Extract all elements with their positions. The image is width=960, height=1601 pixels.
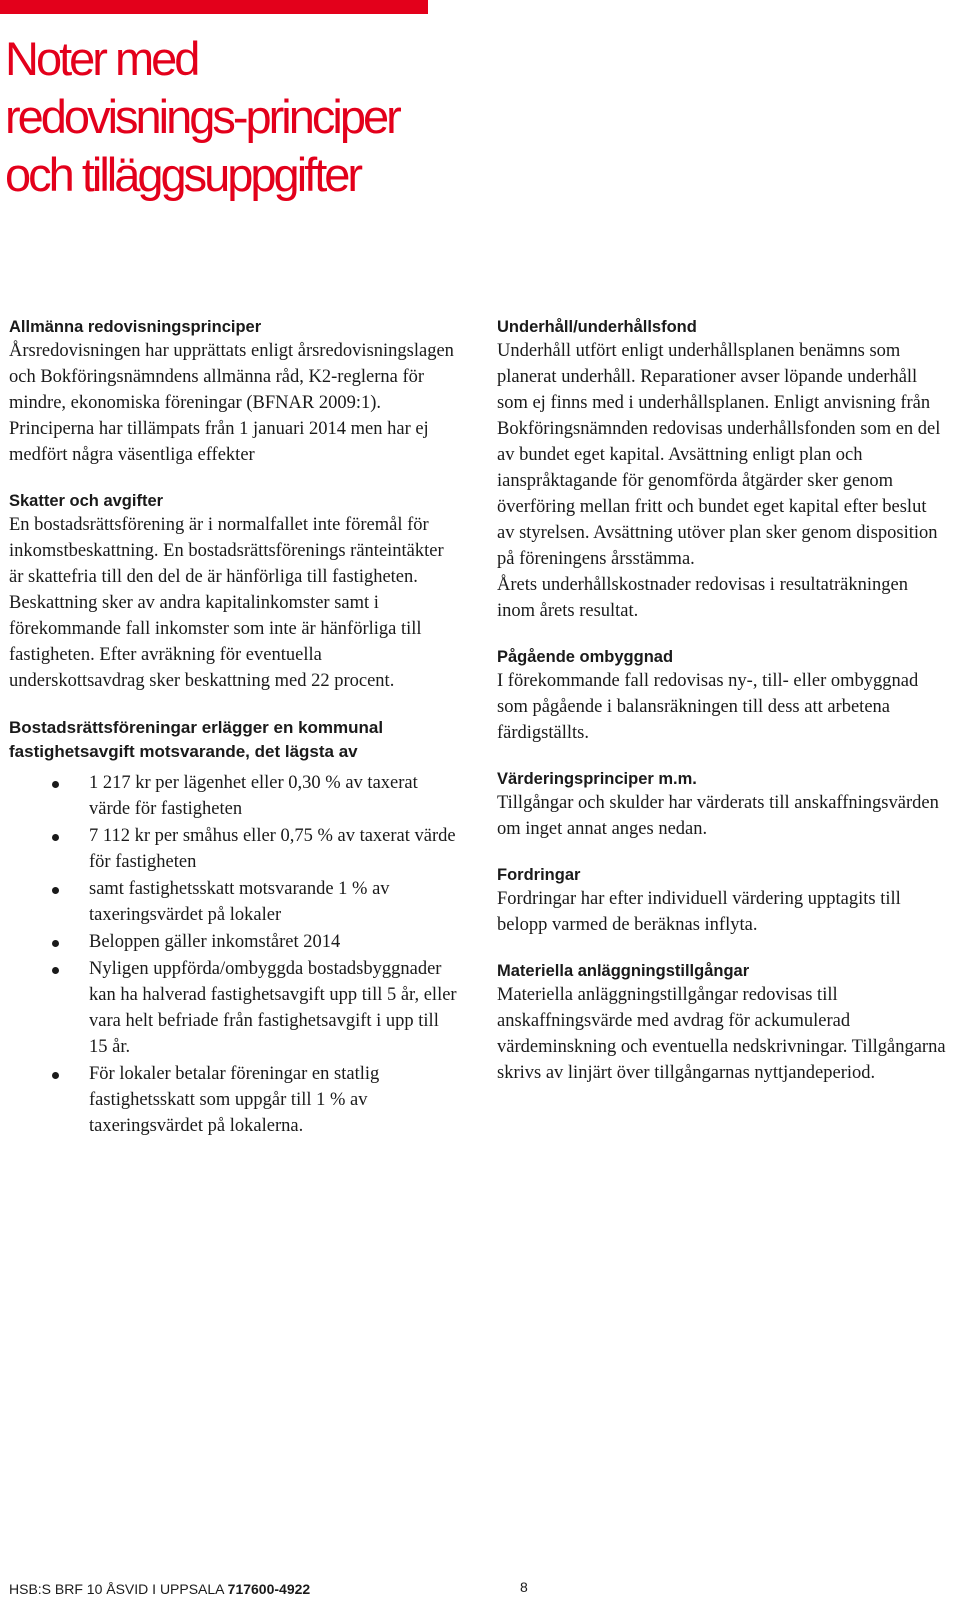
list-item <box>9 929 459 955</box>
right-column <box>497 316 947 1108</box>
bullet-icon <box>52 834 59 841</box>
section-heading: Materiella anläggningstillgångar <box>497 962 750 980</box>
bullet-icon <box>52 940 59 947</box>
section-text: Tillgångar och skulder har värderats till anskaffningsvärden om inget annat anges nedan. <box>497 793 939 839</box>
list-item <box>9 876 459 928</box>
section-skatter-och-avgifter <box>9 490 459 694</box>
list-item-text: 7 112 kr per småhus eller 0,75 % av taxerat värde för fastigheten <box>89 826 456 872</box>
section-text: Underhåll utfört enligt underhållsplanen benämns som planerat underhåll. Reparationer avser löpande underhåll som ej finns med i underhållsplanen. Enligt anvisning från Bokföringsnämnden redovisas underhållsfonden som en del av bundet eget kapital. Avsättning enligt plan och ianspråktagande för genomförda åtgärder sker genom överföring mellan fritt och bundet eget kapital efter beslut av styrelsen. Avsättning utöver plan sker genom disposition på föreningens årsstämma. <box>497 341 941 569</box>
section-varderingsprinciper <box>497 768 947 842</box>
section-heading: Underhåll/underhållsfond <box>497 318 697 336</box>
list-item <box>9 770 459 822</box>
section-heading: Fordringar <box>497 866 581 884</box>
section-materiella-anlaggningstillgangar <box>497 960 947 1086</box>
bullet-icon <box>52 781 59 788</box>
top-accent-bar <box>0 0 428 14</box>
list-item <box>9 823 459 875</box>
fastighetsavgift-list <box>9 770 459 1139</box>
footer-org-name: HSB:S BRF 10 ÅSVID I UPPSALA <box>9 1581 224 1597</box>
section-text-2: Årets underhållskostnader redovisas i resultaträkningen inom årets resultat. <box>497 575 908 621</box>
list-item-text: För lokaler betalar föreningar en statlig fastighetsskatt som uppgår till 1 % av taxeringsvärdet på lokalerna. <box>89 1064 380 1136</box>
section-allmanna-redovisningsprinciper <box>9 316 459 468</box>
section-heading: Pågående ombyggnad <box>497 648 674 666</box>
section-fordringar <box>497 864 947 938</box>
bullet-icon <box>52 1072 59 1079</box>
page-title: Noter med redovisnings-principer och tilläggsuppgifter <box>5 32 399 201</box>
section-fastighetsavgift <box>9 716 459 1139</box>
list-item-text: samt fastighetsskatt motsvarande 1 % av taxeringsvärdet på lokaler <box>89 879 390 925</box>
section-heading: Bostadsrättsföreningar erlägger en kommunal fastighetsavgift motsvarande, det lägsta av <box>9 718 384 761</box>
footer-org-number: 717600-4922 <box>227 1581 311 1597</box>
bullet-icon <box>52 887 59 894</box>
section-text: Materiella anläggningstillgångar redovisas till anskaffningsvärde med avdrag för ackumulerad värdeminskning och eventuella nedskrivningar. Tillgångarna skrivs av linjärt över tillgångarnas nyttjandeperiod. <box>497 985 946 1083</box>
list-item-text: 1 217 kr per lägenhet eller 0,30 % av taxerat värde för fastigheten <box>89 773 418 819</box>
section-underhall <box>497 316 947 624</box>
list-item <box>9 956 459 1060</box>
section-pagaende-ombyggnad <box>497 646 947 746</box>
footer-organization <box>9 1581 310 1597</box>
list-item-text: Beloppen gäller inkomståret 2014 <box>89 932 341 952</box>
section-heading: Allmänna redovisningsprinciper <box>9 318 262 336</box>
section-text: Årsredovisningen har upprättats enligt årsredovisningslagen och Bokföringsnämndens allmänna råd, K2-reglerna för mindre, ekonomiska föreningar (BFNAR 2009:1). Principerna har tillämpats från 1 januari 2014 men har ej medfört några väsentliga effekter <box>9 341 454 465</box>
section-heading: Värderingsprinciper m.m. <box>497 770 697 788</box>
page-number: 8 <box>520 1579 528 1595</box>
list-item-text: Nyligen uppförda/ombyggda bostadsbyggnader kan ha halverad fastighetsavgift upp till 5 år, eller vara helt befriade från fastighetsavgift i upp till 15 år. <box>89 959 457 1057</box>
section-text: En bostadsrättsförening är i normalfallet inte föremål för inkomstbeskattning. En bostadsrättsförenings ränteintäkter är skattefria till den del de är hänförliga till fastigheten. Beskattning sker av andra kapitalinkomster samt i förekommande fall inkomster som inte är hänförliga till fastigheten. Efter avräkning för eventuella underskottsavdrag sker beskattning med 22 procent. <box>9 515 444 691</box>
section-text: Fordringar har efter individuell värdering upptagits till belopp varmed de beräknas inflyta. <box>497 889 901 935</box>
left-column <box>9 316 459 1161</box>
list-item <box>9 1061 459 1139</box>
section-heading: Skatter och avgifter <box>9 492 164 510</box>
bullet-icon <box>52 967 59 974</box>
section-text: I förekommande fall redovisas ny-, till- eller ombyggnad som pågående i balansräkningen till dess att arbetena färdigställts. <box>497 671 919 743</box>
